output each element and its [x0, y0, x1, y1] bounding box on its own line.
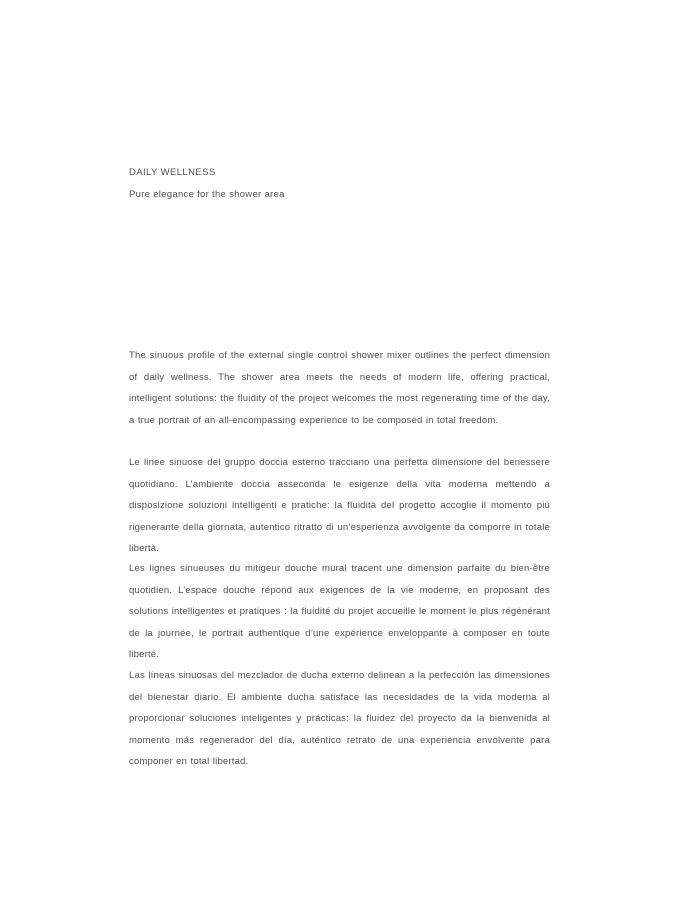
- paragraph-spanish: Las líneas sinuosas del mezclador de ducha externo delinean a la perfección las dimensiones del bienestar diario. El ambiente ducha satisface las necesidades de la vida moderna al proporcionar soluciones inteligentes y prácticas: la fluidez del proyecto da la bienvenida al momento más regenerador del día, auténtico retrato de una experiencia envolvente para componer en total libertad.: [129, 670, 550, 767]
- page-title: DAILY WELLNESS: [129, 167, 216, 178]
- paragraph-french: Les lignes sinueuses du mitigeur douche mural tracent une dimension parfaite du bien-être quotidien. L’espace douche répond aux exigences de la vie moderne, en proposant des solutions intelligentes et pratiques : la fluidité du projet accueille le moment le plus régénérant de la journée, le portrait authentique d’une expérience enveloppante à composer en toute liberté.: [129, 563, 550, 660]
- paragraph-english: The sinuous profile of the external single control shower mixer outlines the perfect dimension of daily wellness. The shower area meets the needs of modern life, offering practical, intelligent solutions: the fluidity of the project welcomes the most regenerating time of the day, a true portrait of an all-encompassing experience to be composed in total freedom.: [129, 350, 550, 426]
- page-subtitle: Pure elegance for the shower area: [129, 189, 285, 200]
- paragraph-italian: Le linee sinuose del gruppo doccia esterno tracciano una perfetta dimensione del benessere quotidiano. L’ambiente doccia asseconda le esigenze della vita moderna mettendo a disposizione soluzioni intelligenti e pratiche: la fluidità del progetto accoglie il momento più rigenerante della giornata, autentico ritratto di un’esperienza avvolgente da comporre in totale libertà.: [129, 457, 550, 554]
